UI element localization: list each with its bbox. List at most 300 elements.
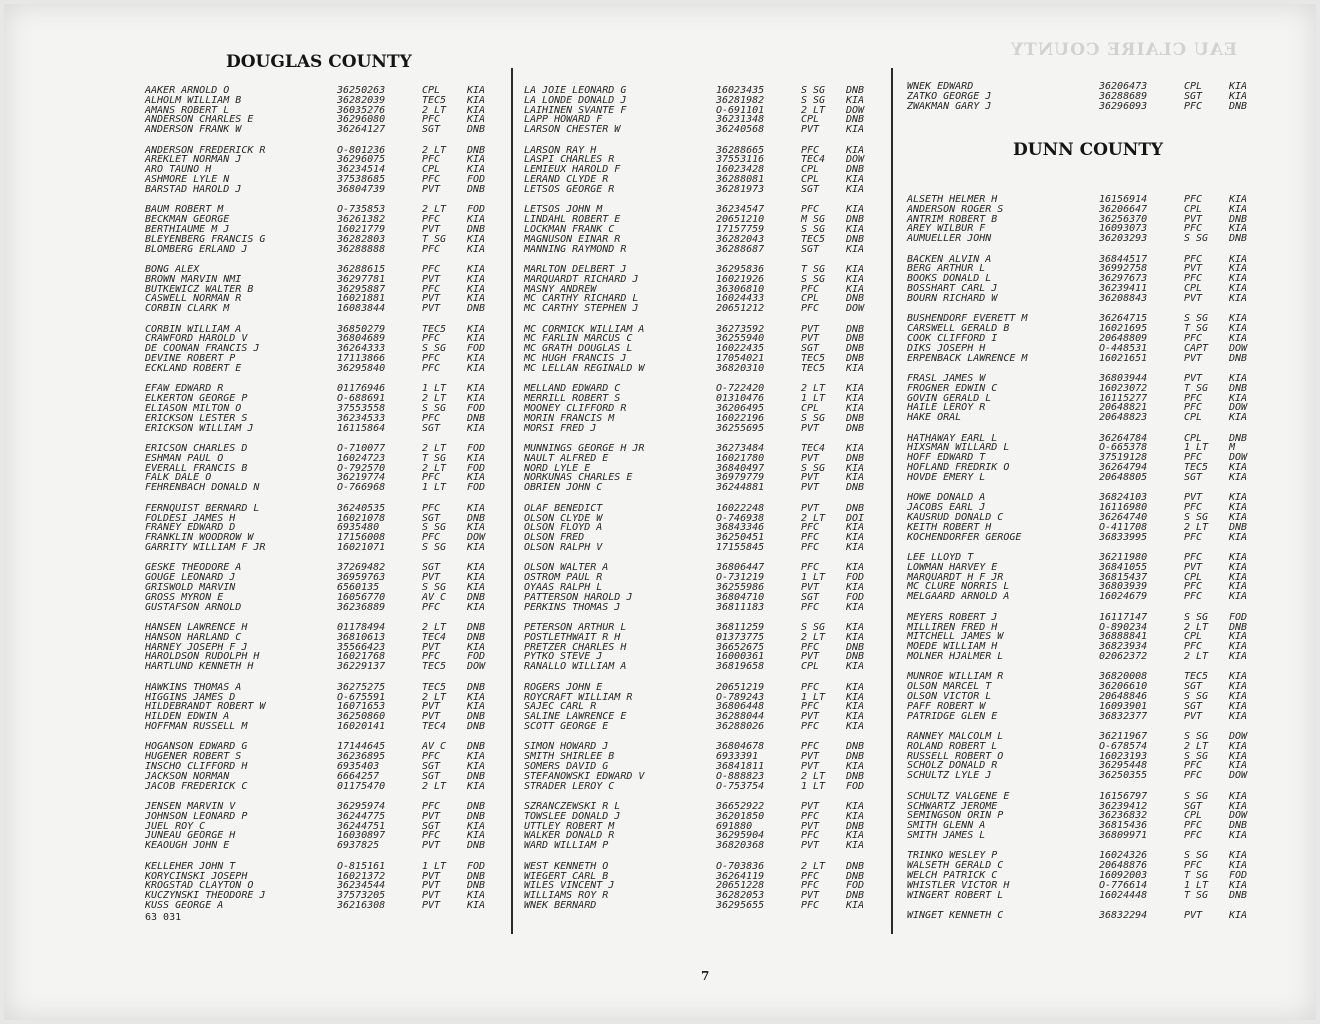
rank: S SG: [422, 402, 447, 414]
status: KIA: [467, 333, 486, 345]
status: KIA: [1229, 471, 1248, 483]
status: DNB: [846, 641, 865, 653]
soldier-name: EVERALL FRANCIS B: [145, 462, 248, 474]
rank: PVT: [422, 711, 441, 723]
status: KIA: [467, 541, 486, 553]
soldier-name: MC CLURE NORRIS L: [907, 581, 1010, 593]
status: DNB: [1229, 233, 1248, 245]
rank: 2 LT: [801, 770, 826, 782]
serial-number: 01175470: [337, 780, 386, 792]
soldier-name: SZRANCZEWSKI R L: [524, 801, 621, 813]
serial-number: 37538685: [337, 174, 386, 186]
status: KIA: [467, 502, 486, 514]
soldier-name: ANDERSON FREDERICK R: [145, 144, 266, 156]
serial-number: 36250451: [716, 532, 765, 544]
status: DNB: [467, 183, 486, 195]
rank: 1 LT: [1184, 442, 1209, 454]
serial-number: 36815436: [1099, 820, 1148, 832]
serial-number: 36236895: [337, 751, 386, 763]
soldier-name: OLSON RALPH V: [524, 541, 603, 553]
status: KIA: [467, 233, 486, 245]
soldier-name: BOOKS DONALD L: [907, 273, 992, 285]
serial-number: 36296080: [337, 114, 386, 126]
status: KIA: [467, 890, 486, 902]
status: DOW: [846, 154, 865, 166]
rank: SGT: [422, 562, 441, 574]
soldier-name: SCHWARTZ JEROME: [907, 800, 998, 812]
status: DNB: [467, 720, 486, 732]
serial-number: 36843346: [716, 522, 765, 534]
serial-number: 01178494: [337, 622, 386, 634]
rank: CPL: [801, 293, 820, 305]
rank: PVT: [1184, 373, 1203, 385]
soldier-name: KOCHENDORFER GEROGE: [907, 531, 1022, 543]
status: DNB: [846, 214, 865, 226]
status: DNB: [846, 820, 865, 832]
soldier-name: WILLIAMS ROY R: [524, 890, 609, 902]
soldier-name: PERKINS THOMAS J: [524, 601, 621, 613]
rank: CPL: [1184, 631, 1203, 643]
serial-number: 01373775: [716, 631, 765, 643]
status: KIA: [1229, 392, 1248, 404]
status: DNB: [1229, 889, 1248, 901]
status: DNB: [467, 124, 486, 136]
rank: PVT: [422, 641, 441, 653]
soldier-name: MC CARTHY RICHARD L: [524, 293, 639, 305]
status: KIA: [846, 402, 865, 414]
status: DNB: [846, 502, 865, 514]
soldier-name: ANDERSON ROGER S: [907, 203, 1004, 215]
soldier-name: LARSON CHESTER W: [524, 124, 621, 136]
serial-number: 37553116: [716, 154, 765, 166]
soldier-name: ECKLAND ROBERT E: [145, 362, 242, 374]
rank: PVT: [422, 303, 441, 315]
serial-number: 16020141: [337, 720, 386, 732]
rank: PFC: [801, 741, 820, 753]
rank: TEC5: [1184, 462, 1209, 474]
soldier-name: GESKE THEODORE A: [145, 562, 242, 574]
serial-number: 36823934: [1099, 641, 1148, 653]
rank: S SG: [801, 622, 826, 634]
status: DOW: [1229, 452, 1248, 464]
serial-number: O-789243: [716, 691, 765, 703]
soldier-name: OLSON CLYDE W: [524, 512, 603, 524]
soldier-name: MARQUARDT H F JR: [907, 571, 1004, 583]
rank: PVT: [422, 899, 441, 911]
serial-number: 16021881: [337, 293, 386, 305]
soldier-name: MUNNINGS GEORGE H JR: [524, 443, 645, 455]
serial-number: 36844517: [1099, 253, 1148, 265]
soldier-name: GROSS MYRON E: [145, 591, 224, 603]
rank: PFC: [1184, 392, 1203, 404]
rank: PFC: [801, 810, 820, 822]
soldier-name: ANDERSON FRANK W: [145, 124, 242, 136]
soldier-name: FEHRENBACH DONALD N: [145, 482, 260, 494]
serial-number: 20648805: [1099, 471, 1148, 483]
serial-number: 16093901: [1099, 700, 1148, 712]
soldier-name: WHISTLER VICTOR H: [907, 879, 1010, 891]
soldier-name: LEMIEUX HAROLD F: [524, 164, 621, 176]
status: KIA: [846, 691, 865, 703]
soldier-name: ALSETH HELMER H: [907, 194, 998, 205]
status: KIA: [467, 522, 486, 534]
status: KIA: [1229, 263, 1248, 275]
soldier-name: SMITH JAMES L: [907, 829, 986, 841]
status: KIA: [467, 353, 486, 365]
status: DOW: [846, 104, 865, 116]
soldier-name: HUGENER ROBERT S: [145, 751, 242, 763]
serial-number: 36803939: [1099, 581, 1148, 593]
status: KIA: [1229, 710, 1248, 722]
soldier-name: LARSON RAY H: [524, 144, 597, 156]
status: KIA: [467, 641, 486, 653]
rank: PFC: [1184, 223, 1203, 235]
status: KIA: [846, 472, 865, 484]
status: DNB: [846, 85, 865, 96]
rank: CPL: [422, 85, 441, 96]
serial-number: 16022248: [716, 502, 765, 514]
soldier-name: NORD LYLE E: [524, 462, 591, 474]
rank: 2 LT: [801, 860, 826, 872]
serial-number: 36236889: [337, 601, 386, 613]
status: DNB: [846, 323, 865, 335]
serial-number: 36295836: [716, 264, 765, 276]
rank: S SG: [422, 581, 447, 593]
status: DNB: [467, 801, 486, 813]
soldier-name: SCOTT GEORGE E: [524, 720, 609, 732]
status: KIA: [846, 223, 865, 235]
soldier-name: DEVINE ROBERT P: [145, 353, 236, 365]
status: DNB: [467, 223, 486, 235]
serial-number: 36297673: [1099, 273, 1148, 285]
serial-number: 36264784: [1099, 432, 1148, 444]
rank: PFC: [1184, 820, 1203, 832]
status: KIA: [846, 144, 865, 156]
status: KIA: [1229, 690, 1248, 702]
status: DNB: [467, 144, 486, 156]
column-divider-left: [511, 68, 513, 934]
serial-number: 36250860: [337, 711, 386, 723]
status: KIA: [467, 701, 486, 713]
soldier-name: WNEK EDWARD: [907, 81, 974, 92]
soldier-name: MANNING RAYMOND R: [524, 243, 627, 255]
status: KIA: [467, 760, 486, 772]
rank: TEC5: [422, 661, 447, 673]
rank: S SG: [422, 343, 447, 355]
soldier-name: MOLNER HJALMER L: [907, 650, 1004, 662]
serial-number: 17113866: [337, 353, 386, 365]
rank: PFC: [801, 899, 820, 911]
serial-number: 36804739: [337, 183, 386, 195]
rank: PVT: [801, 323, 820, 335]
serial-number: 16115864: [337, 422, 386, 434]
serial-number: 36231348: [716, 114, 765, 126]
serial-number: 36035276: [337, 104, 386, 116]
serial-number: O-731219: [716, 572, 765, 584]
serial-number: 36239411: [1099, 283, 1148, 295]
status: FOD: [467, 443, 486, 455]
status: KIA: [467, 154, 486, 166]
soldier-name: INSCHO CLIFFORD H: [145, 760, 248, 772]
serial-number: 36211980: [1099, 552, 1148, 564]
status: DNB: [467, 412, 486, 424]
status: DNB: [846, 422, 865, 434]
status: KIA: [1229, 373, 1248, 385]
rank: PFC: [422, 154, 441, 166]
rank: TEC5: [1184, 671, 1209, 683]
soldier-name: BROWN MARVIN NMI: [145, 273, 242, 285]
soldier-name: AAKER ARNOLD O: [145, 85, 230, 96]
serial-number: 16021071: [337, 541, 386, 553]
rank: 2 LT: [422, 204, 447, 216]
status: KIA: [1229, 313, 1248, 325]
soldier-name: MC HUGH FRANCIS J: [524, 353, 627, 365]
status: KIA: [1229, 223, 1248, 235]
soldier-name: LETSOS JOHN M: [524, 204, 603, 216]
soldier-name: HOFF EDWARD T: [907, 452, 986, 464]
serial-number: O-890234: [1099, 621, 1148, 633]
serial-number: 36804710: [716, 591, 765, 603]
bleed-through-title: EAU CLAIRE COUNTY: [1010, 40, 1238, 60]
serial-number: 36806447: [716, 562, 765, 574]
rank: PFC: [801, 283, 820, 295]
soldier-name: MC LELLAN REGINALD W: [524, 362, 645, 374]
rank: PFC: [1184, 829, 1203, 841]
serial-number: 36264740: [1099, 511, 1148, 523]
serial-number: 36203293: [1099, 233, 1148, 245]
status: KIA: [1229, 462, 1248, 474]
rank: PFC: [1184, 100, 1203, 112]
serial-number: 6933391: [716, 751, 759, 763]
serial-number: 36815437: [1099, 571, 1148, 583]
soldier-name: NORKUNAS CHARLES E: [524, 472, 633, 484]
serial-number: 37519128: [1099, 452, 1148, 464]
rank: S SG: [1184, 313, 1209, 325]
serial-number: 36240568: [716, 124, 765, 136]
serial-number: 36297781: [337, 273, 386, 285]
status: KIA: [467, 383, 486, 395]
rank: PVT: [1184, 710, 1203, 722]
status: DNB: [846, 482, 865, 494]
serial-number: 20651212: [716, 303, 765, 315]
rank: SGT: [1184, 700, 1203, 712]
serial-number: 36234533: [337, 412, 386, 424]
serial-number: 36264715: [1099, 313, 1148, 325]
serial-number: 16156914: [1099, 194, 1148, 205]
rank: PVT: [422, 273, 441, 285]
rank: PFC: [801, 701, 820, 713]
serial-number: 16024433: [716, 293, 765, 305]
serial-number: 6560135: [337, 581, 380, 593]
serial-number: 36206495: [716, 402, 765, 414]
serial-number: 16021768: [337, 651, 386, 663]
serial-number: O-665378: [1099, 442, 1148, 454]
soldier-name: PATRIDGE GLEN E: [907, 710, 998, 722]
soldier-name: STEFANOWSKI EDWARD V: [524, 770, 645, 782]
rank: S SG: [801, 462, 826, 474]
soldier-name: OLSON VICTOR L: [907, 690, 992, 702]
rank: PFC: [801, 303, 820, 315]
status: DNB: [1229, 100, 1248, 112]
serial-number: 36296075: [337, 154, 386, 166]
status: KIA: [1229, 332, 1248, 344]
serial-number: 16083844: [337, 303, 386, 315]
serial-number: 36804678: [716, 741, 765, 753]
rank: PVT: [422, 293, 441, 305]
soldier-name: FERNQUIST BERNARD L: [145, 502, 260, 514]
serial-number: 37573205: [337, 890, 386, 902]
status: KIA: [846, 681, 865, 693]
soldier-name: MELLAND EDWARD C: [524, 383, 621, 395]
soldier-name: MAGNUSON EINAR R: [524, 233, 621, 245]
rank: 1 LT: [422, 482, 447, 494]
serial-number: O-753754: [716, 780, 765, 792]
soldier-name: BOSSHART CARL J: [907, 283, 998, 295]
status: DNB: [1229, 382, 1248, 394]
serial-number: 36809971: [1099, 829, 1148, 841]
status: KIA: [846, 760, 865, 772]
status: FOD: [467, 651, 486, 663]
rank: PFC: [801, 541, 820, 553]
status: KIA: [846, 443, 865, 455]
serial-number: 6935480: [337, 522, 380, 534]
status: KIA: [846, 183, 865, 195]
serial-number: 16021780: [716, 452, 765, 464]
serial-number: 36288044: [716, 711, 765, 723]
serial-number: 36841811: [716, 760, 765, 772]
soldier-name: BOURN RICHARD W: [907, 292, 998, 304]
soldier-name: GRISWOLD MARVIN: [145, 581, 236, 593]
status: DNB: [846, 751, 865, 763]
rank: CPL: [1184, 203, 1203, 215]
status: KIA: [846, 462, 865, 474]
rank: PVT: [422, 880, 441, 892]
footer-code: 63 031: [145, 912, 182, 923]
rank: TEC5: [422, 94, 447, 106]
soldier-name: MELGAARD ARNOLD A: [907, 591, 1010, 603]
soldier-name: LOWMAN HARVEY E: [907, 561, 998, 573]
status: KIA: [1229, 571, 1248, 583]
status: KIA: [846, 383, 865, 395]
soldier-name: BERG ARTHUR L: [907, 263, 986, 275]
soldier-name: BECKMAN GEORGE: [145, 214, 230, 226]
rank: 2 LT: [422, 144, 447, 156]
status: KIA: [467, 214, 486, 226]
serial-number: 36979779: [716, 472, 765, 484]
soldier-name: GARRITY WILLIAM F JR: [145, 541, 266, 553]
status: DNB: [467, 591, 486, 603]
rank: SGT: [801, 243, 820, 255]
serial-number: 36295655: [716, 899, 765, 911]
serial-number: 36216308: [337, 899, 386, 911]
status: DNB: [846, 452, 865, 464]
status: DOW: [1229, 770, 1248, 782]
soldier-name: OLSON FLOYD A: [524, 522, 603, 534]
status: KIA: [467, 362, 486, 374]
status: KIA: [846, 532, 865, 544]
soldier-name: POSTLETHWAIT R H: [524, 631, 621, 643]
status: DOW: [1229, 810, 1248, 822]
status: KIA: [846, 801, 865, 813]
rank: TEC5: [422, 681, 447, 693]
rank: 2 LT: [422, 622, 447, 634]
status: KIA: [1229, 273, 1248, 285]
soldier-name: LERAND CLYDE R: [524, 174, 609, 186]
rank: S SG: [801, 412, 826, 424]
soldier-name: PYTKO STEVE J: [524, 651, 603, 663]
soldier-name: ERICSON CHARLES D: [145, 443, 248, 455]
rank: PFC: [422, 214, 441, 226]
soldier-name: HOFLAND FREDRIK O: [907, 462, 1010, 474]
soldier-name: HILDEN EDWIN A: [145, 711, 230, 723]
status: KIA: [467, 264, 486, 276]
soldier-name: SCHULTZ LYLE J: [907, 770, 992, 782]
serial-number: O-448531: [1099, 342, 1148, 354]
soldier-name: FRASL JAMES W: [907, 373, 986, 385]
status: KIA: [1229, 90, 1248, 102]
rank: PFC: [422, 532, 441, 544]
soldier-name: ROYCRAFT WILLIAM R: [524, 691, 633, 703]
serial-number: O-888823: [716, 770, 765, 782]
soldier-name: HOWE DONALD A: [907, 492, 986, 504]
serial-number: 36288026: [716, 720, 765, 732]
rank: PVT: [1184, 910, 1203, 922]
rank: PFC: [1184, 194, 1203, 205]
soldier-name: OBRIEN JOHN C: [524, 482, 603, 494]
rank: PFC: [801, 870, 820, 882]
status: KIA: [1229, 253, 1248, 265]
soldier-name: MC GRATH DOUGLAS L: [524, 343, 633, 355]
status: KIA: [1229, 681, 1248, 693]
rank: PFC: [422, 174, 441, 186]
serial-number: 36201850: [716, 810, 765, 822]
status: DNB: [467, 711, 486, 723]
soldier-name: HAKE ORAL: [907, 412, 962, 424]
rank: TEC5: [422, 323, 447, 335]
serial-number: 36959763: [337, 572, 386, 584]
serial-number: 36282053: [716, 890, 765, 902]
rank: PFC: [1184, 760, 1203, 772]
serial-number: 17144645: [337, 741, 386, 753]
soldier-name: KEITH ROBERT H: [907, 521, 992, 533]
status: KIA: [1229, 552, 1248, 564]
rank: PVT: [1184, 263, 1203, 275]
serial-number: 16023193: [1099, 750, 1148, 762]
status: KIA: [1229, 790, 1248, 802]
rank: CPL: [801, 174, 820, 186]
rank: PFC: [422, 362, 441, 374]
soldier-name: OSTROM PAUL R: [524, 572, 603, 584]
rank: PVT: [422, 183, 441, 195]
soldier-name: MITCHELL JAMES W: [907, 631, 1004, 643]
soldier-name: GOUGE LEONARD J: [145, 572, 236, 584]
serial-number: 36281973: [716, 183, 765, 195]
serial-number: 36244751: [337, 820, 386, 832]
status: DNB: [846, 870, 865, 882]
status: KIA: [1229, 581, 1248, 593]
soldier-name: MC CARTHY STEPHEN J: [524, 303, 639, 315]
rank: 2 LT: [1184, 521, 1209, 533]
rank: PVT: [801, 124, 820, 136]
soldier-name: ELKERTON GEORGE P: [145, 393, 248, 405]
status: DOW: [1229, 402, 1248, 414]
soldier-name: LAPP HOWARD F: [524, 114, 603, 126]
rank: PFC: [801, 641, 820, 653]
serial-number: 16021779: [337, 223, 386, 235]
serial-number: 20648846: [1099, 690, 1148, 702]
rank: T SG: [1184, 869, 1209, 881]
serial-number: 36282803: [337, 233, 386, 245]
